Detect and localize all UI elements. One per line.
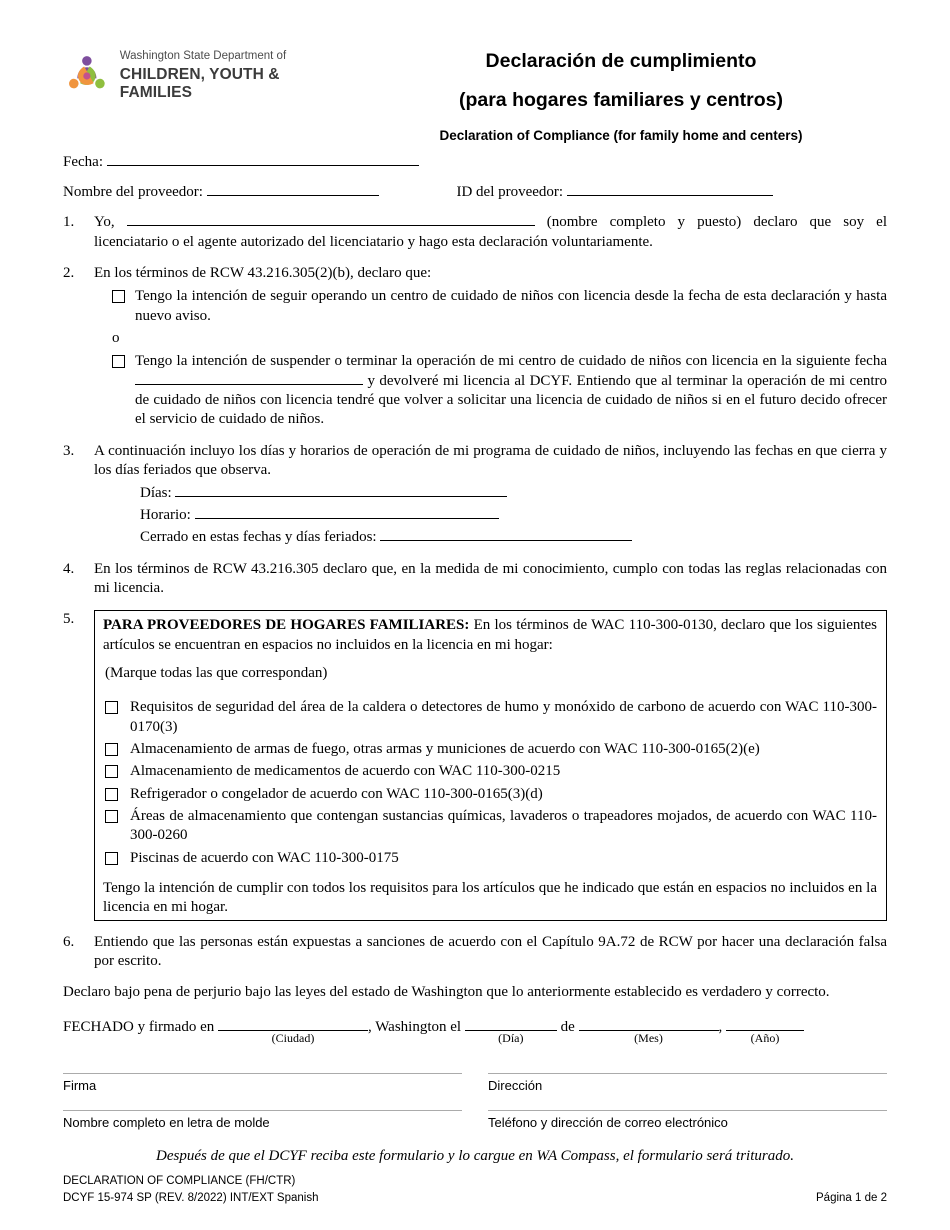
item-4 — [63, 560, 887, 599]
firma-label: Firma — [63, 1078, 97, 1094]
form-subtitle: (para hogares familiares y centros) — [458, 89, 784, 112]
item-2-option-b-label — [135, 352, 887, 429]
dated-comma: , — [718, 1018, 723, 1035]
direccion-line[interactable] — [488, 1073, 887, 1095]
provider-name-label: Nombre del proveedor: — [63, 184, 203, 201]
ciudad-blank[interactable] — [218, 1018, 368, 1045]
footer-form-number: DCYF 15-974 SP (REV. 8/2022) INT/EXT Spanish — [63, 1191, 319, 1204]
item-4-text: En los términos de RCW 43.216.305 declaro que, en la medida de mi conocimiento, cumplo con todas las reglas relacionadas con mi licencia. — [94, 560, 887, 596]
direccion-label: Dirección — [488, 1078, 543, 1094]
form-title: Declaración de cumplimiento — [485, 50, 757, 72]
dated-row — [63, 1018, 887, 1045]
chemical-storage-checkbox[interactable] — [105, 810, 118, 823]
title-block — [355, 46, 887, 145]
dcyf-logo — [63, 46, 355, 102]
logo-dept-line: Washington State Department of — [119, 50, 287, 62]
firma-signature-line[interactable] — [63, 1073, 462, 1095]
footer-page-number: Página 1 de 2 — [816, 1191, 887, 1204]
item-6-text: Entiendo que las personas están expuestas a sanciones de acuerdo con el Capítulo 9A.72 de RCW por hacer una declaración falsa por escrito. — [94, 933, 887, 970]
dated-mid1: , Washington el — [367, 1018, 462, 1035]
family-home-providers-box — [94, 610, 887, 920]
item-2-number: 2. — [63, 265, 75, 282]
fecha-blank[interactable] — [107, 153, 419, 166]
header — [63, 46, 887, 145]
checkbox-row — [105, 698, 877, 737]
item-2-option-b — [112, 352, 887, 429]
item-5-instruction: (Marque todas las que correspondan) — [105, 664, 328, 681]
checkbox-row — [105, 740, 877, 759]
provider-id-label: ID del proveedor: — [456, 184, 564, 201]
item-4-number: 4. — [63, 560, 75, 577]
suspend-terminate-checkbox[interactable] — [112, 355, 125, 368]
ano-caption: (Año) — [750, 1030, 780, 1045]
item-2-option-a — [112, 287, 887, 326]
printed-name-label: Nombre completo en letra de molde — [63, 1114, 270, 1130]
checkbox-label: Piscinas de acuerdo con WAC 110-300-0175 — [130, 849, 399, 866]
checkbox-label: Refrigerador o congelador de acuerdo con WAC 110-300-0165(3)(d) — [130, 785, 543, 802]
ano-blank[interactable] — [726, 1018, 804, 1045]
footer-title: DECLARATION OF COMPLIANCE (FH/CTR) — [63, 1174, 296, 1187]
horario-row — [140, 506, 887, 525]
cerrado-blank[interactable] — [380, 528, 632, 541]
dias-label: Días: — [140, 484, 172, 501]
provider-row — [63, 183, 887, 202]
perjury-statement: Declaro bajo pena de perjurio bajo las leyes del estado de Washington que lo anteriormente establecido es verdadero y correcto. — [63, 984, 830, 1001]
phone-email-line[interactable] — [488, 1110, 887, 1132]
item-5-closing: Tengo la intención de cumplir con todos los requisitos para los artículos que he indicado que están en espacios no incluidos en la licencia en mi hogar. — [103, 880, 877, 916]
form-subtitle-english: Declaration of Compliance (for family home and centers) — [439, 128, 803, 144]
item-5-heading-rest: En los términos de WAC 110-300-0130, declaro que los siguientes artículos se encuentran en espacios no incluidos en la licencia en mi hogar: — [103, 617, 878, 653]
item-5-heading — [103, 616, 877, 655]
refrigerator-freezer-checkbox[interactable] — [105, 788, 118, 801]
item-2-or-label: o — [112, 330, 120, 347]
checkbox-row — [105, 762, 877, 781]
signature-section — [63, 1073, 887, 1147]
item-3 — [63, 442, 887, 548]
pools-checkbox[interactable] — [105, 852, 118, 865]
cerrado-row — [140, 528, 887, 547]
boiler-smoke-detector-checkbox[interactable] — [105, 701, 118, 714]
item-2-option-a-label: Tengo la intención de seguir operando un centro de cuidado de niños con licencia desde la fecha de esta declaración y hasta nuevo aviso. — [135, 288, 887, 324]
dated-mid2: de — [560, 1018, 575, 1035]
item-1 — [63, 213, 887, 252]
item-1-text-pre: Yo, — [94, 214, 115, 231]
item-3-number: 3. — [63, 442, 75, 459]
cerrado-label: Cerrado en estas fechas y días feriados: — [140, 529, 377, 546]
termination-date-blank[interactable] — [135, 372, 363, 385]
item-1-number: 1. — [63, 214, 75, 231]
declarant-name-blank[interactable] — [127, 213, 535, 226]
checkbox-label: Almacenamiento de armas de fuego, otras armas y municiones de acuerdo con WAC 110-300-0165(2)(e) — [130, 740, 760, 757]
dias-blank[interactable] — [175, 484, 507, 497]
shredding-note: Después de que el DCYF reciba este formulario y lo cargue en WA Compass, el formulario será triturado. — [156, 1147, 794, 1164]
item-6-number: 6. — [63, 933, 75, 950]
checkbox-label: Almacenamiento de medicamentos de acuerdo con WAC 110-300-0215 — [130, 763, 561, 780]
fecha-row — [63, 153, 887, 172]
provider-id-blank[interactable] — [567, 183, 773, 196]
footer — [63, 1173, 887, 1206]
item-5 — [63, 610, 887, 920]
mes-blank[interactable] — [579, 1018, 719, 1045]
horario-blank[interactable] — [195, 506, 499, 519]
continue-operating-checkbox[interactable] — [112, 290, 125, 303]
checkbox-label: Requisitos de seguridad del área de la caldera o detectores de humo y monóxido de carbono de acuerdo con WAC 110-300-0170(3) — [130, 699, 877, 735]
item-6 — [63, 933, 887, 972]
printed-name-line[interactable] — [63, 1110, 462, 1132]
fecha-label: Fecha: — [63, 153, 103, 170]
horario-label: Horario: — [140, 506, 191, 523]
ciudad-caption: (Ciudad) — [271, 1030, 315, 1045]
dated-pre: FECHADO y firmado en — [63, 1018, 215, 1035]
dcyf-logo-text — [120, 50, 355, 102]
item-2-option-b-text-post: y devolveré mi licencia al DCYF. Entiendo que al terminar la operación de mi centro de cuidado de niños con licencia tendré que volver a solicitar una licencia de cuidado de niños si en el futuro decido ofrecer el servicio de cuidado de niños. — [135, 372, 888, 428]
item-1-text — [94, 213, 887, 252]
mes-caption: (Mes) — [634, 1030, 663, 1045]
item-1-text-post: (nombre completo y puesto) declaro que soy el licenciatario o el agente autorizado del licenciatario y hago esta declaración voluntariamente. — [94, 214, 888, 250]
dia-blank[interactable] — [465, 1018, 557, 1045]
medication-storage-checkbox[interactable] — [105, 765, 118, 778]
item-2-intro: En los términos de RCW 43.216.305(2)(b), declaro que: — [94, 265, 432, 282]
footer-left — [63, 1173, 318, 1206]
logo-dept-name: CHILDREN, YOUTH & FAMILIES — [119, 65, 280, 101]
checkbox-row — [105, 849, 877, 868]
checkbox-row — [105, 785, 877, 804]
item-5-heading-bold: PARA PROVEEDORES DE HOGARES FAMILIARES: — [103, 617, 470, 634]
firearms-storage-checkbox[interactable] — [105, 743, 118, 756]
dias-row — [140, 484, 887, 503]
checkbox-label: Áreas de almacenamiento que contengan sustancias químicas, lavaderos o trapeadores mojados, de acuerdo con WAC 110-300-0260 — [130, 807, 877, 844]
item-2 — [63, 264, 887, 430]
phone-email-label: Teléfono y dirección de correo electrónico — [488, 1114, 728, 1130]
item-5-number: 5. — [63, 611, 75, 628]
item-3-intro: A continuación incluyo los días y horarios de operación de mi programa de cuidado de niños, incluyendo las fechas en que cierra y los días feriados que observa. — [94, 442, 887, 479]
provider-name-blank[interactable] — [207, 183, 379, 196]
dcyf-logo-icon — [63, 52, 111, 100]
checkbox-row — [105, 807, 877, 846]
dia-caption: (Día) — [498, 1030, 524, 1045]
item-2-option-b-text-pre: Tengo la intención de suspender o terminar la operación de mi centro de cuidado de niños con licencia en la siguiente fecha — [135, 353, 887, 370]
